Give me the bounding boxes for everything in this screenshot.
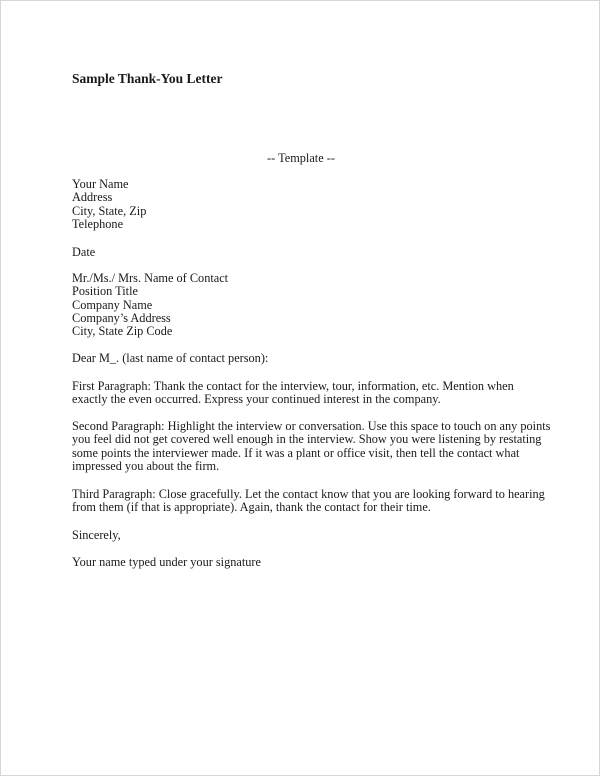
sender-name: Your Name [72,177,129,191]
salutation-text: Dear M_. (last name of contact person): [72,351,269,365]
sender-address-block [72,178,552,231]
salutation [72,352,552,365]
recipient-position: Position Title [72,284,138,299]
recipient-company-address: Company’s Address [72,310,171,325]
paragraph-line: Second Paragraph: Highlight the interview or conversation. Use this space to touch on any points [72,419,551,433]
signature-text: Your name typed under your signature [72,555,261,569]
paragraph-line: from them (if that is appropriate). Again, thank the contact for their time. [72,500,431,515]
paragraph-line: First Paragraph: Thank the contact for the interview, tour, information, etc. Mention when [72,379,514,393]
recipient-company: Company Name [72,297,153,312]
letter-date: Date [72,245,96,259]
closing [72,529,552,542]
paragraph-line: you feel did not get covered well enough in the interview. Show you were listening by restating [72,432,542,447]
paragraph-line: Third Paragraph: Close gracefully. Let the contact know that you are looking forward to hearing [72,487,545,501]
closing-text: Sincerely, [72,528,121,542]
second-paragraph [72,420,552,473]
recipient-city-state-zip: City, State Zip Code [72,324,173,339]
sender-telephone: Telephone [72,216,124,231]
template-label: -- Template -- [267,151,335,165]
sender-city-state-zip: City, State, Zip [72,203,147,218]
third-paragraph [72,488,552,515]
sender-address: Address [72,190,113,205]
paragraph-line: exactly the even occurred. Express your continued interest in the company. [72,392,441,407]
document-title: Sample Thank-You Letter [72,71,223,86]
signature-note [72,556,552,569]
date-block [72,246,552,259]
first-paragraph [72,380,552,407]
recipient-address-block [72,272,552,338]
paragraph-line: impressed you about the firm. [72,458,220,473]
paragraph-line: some points the interviewer made. If it was a plant or office visit, then tell the contact what [72,445,520,460]
recipient-name: Mr./Ms./ Mrs. Name of Contact [72,271,229,285]
